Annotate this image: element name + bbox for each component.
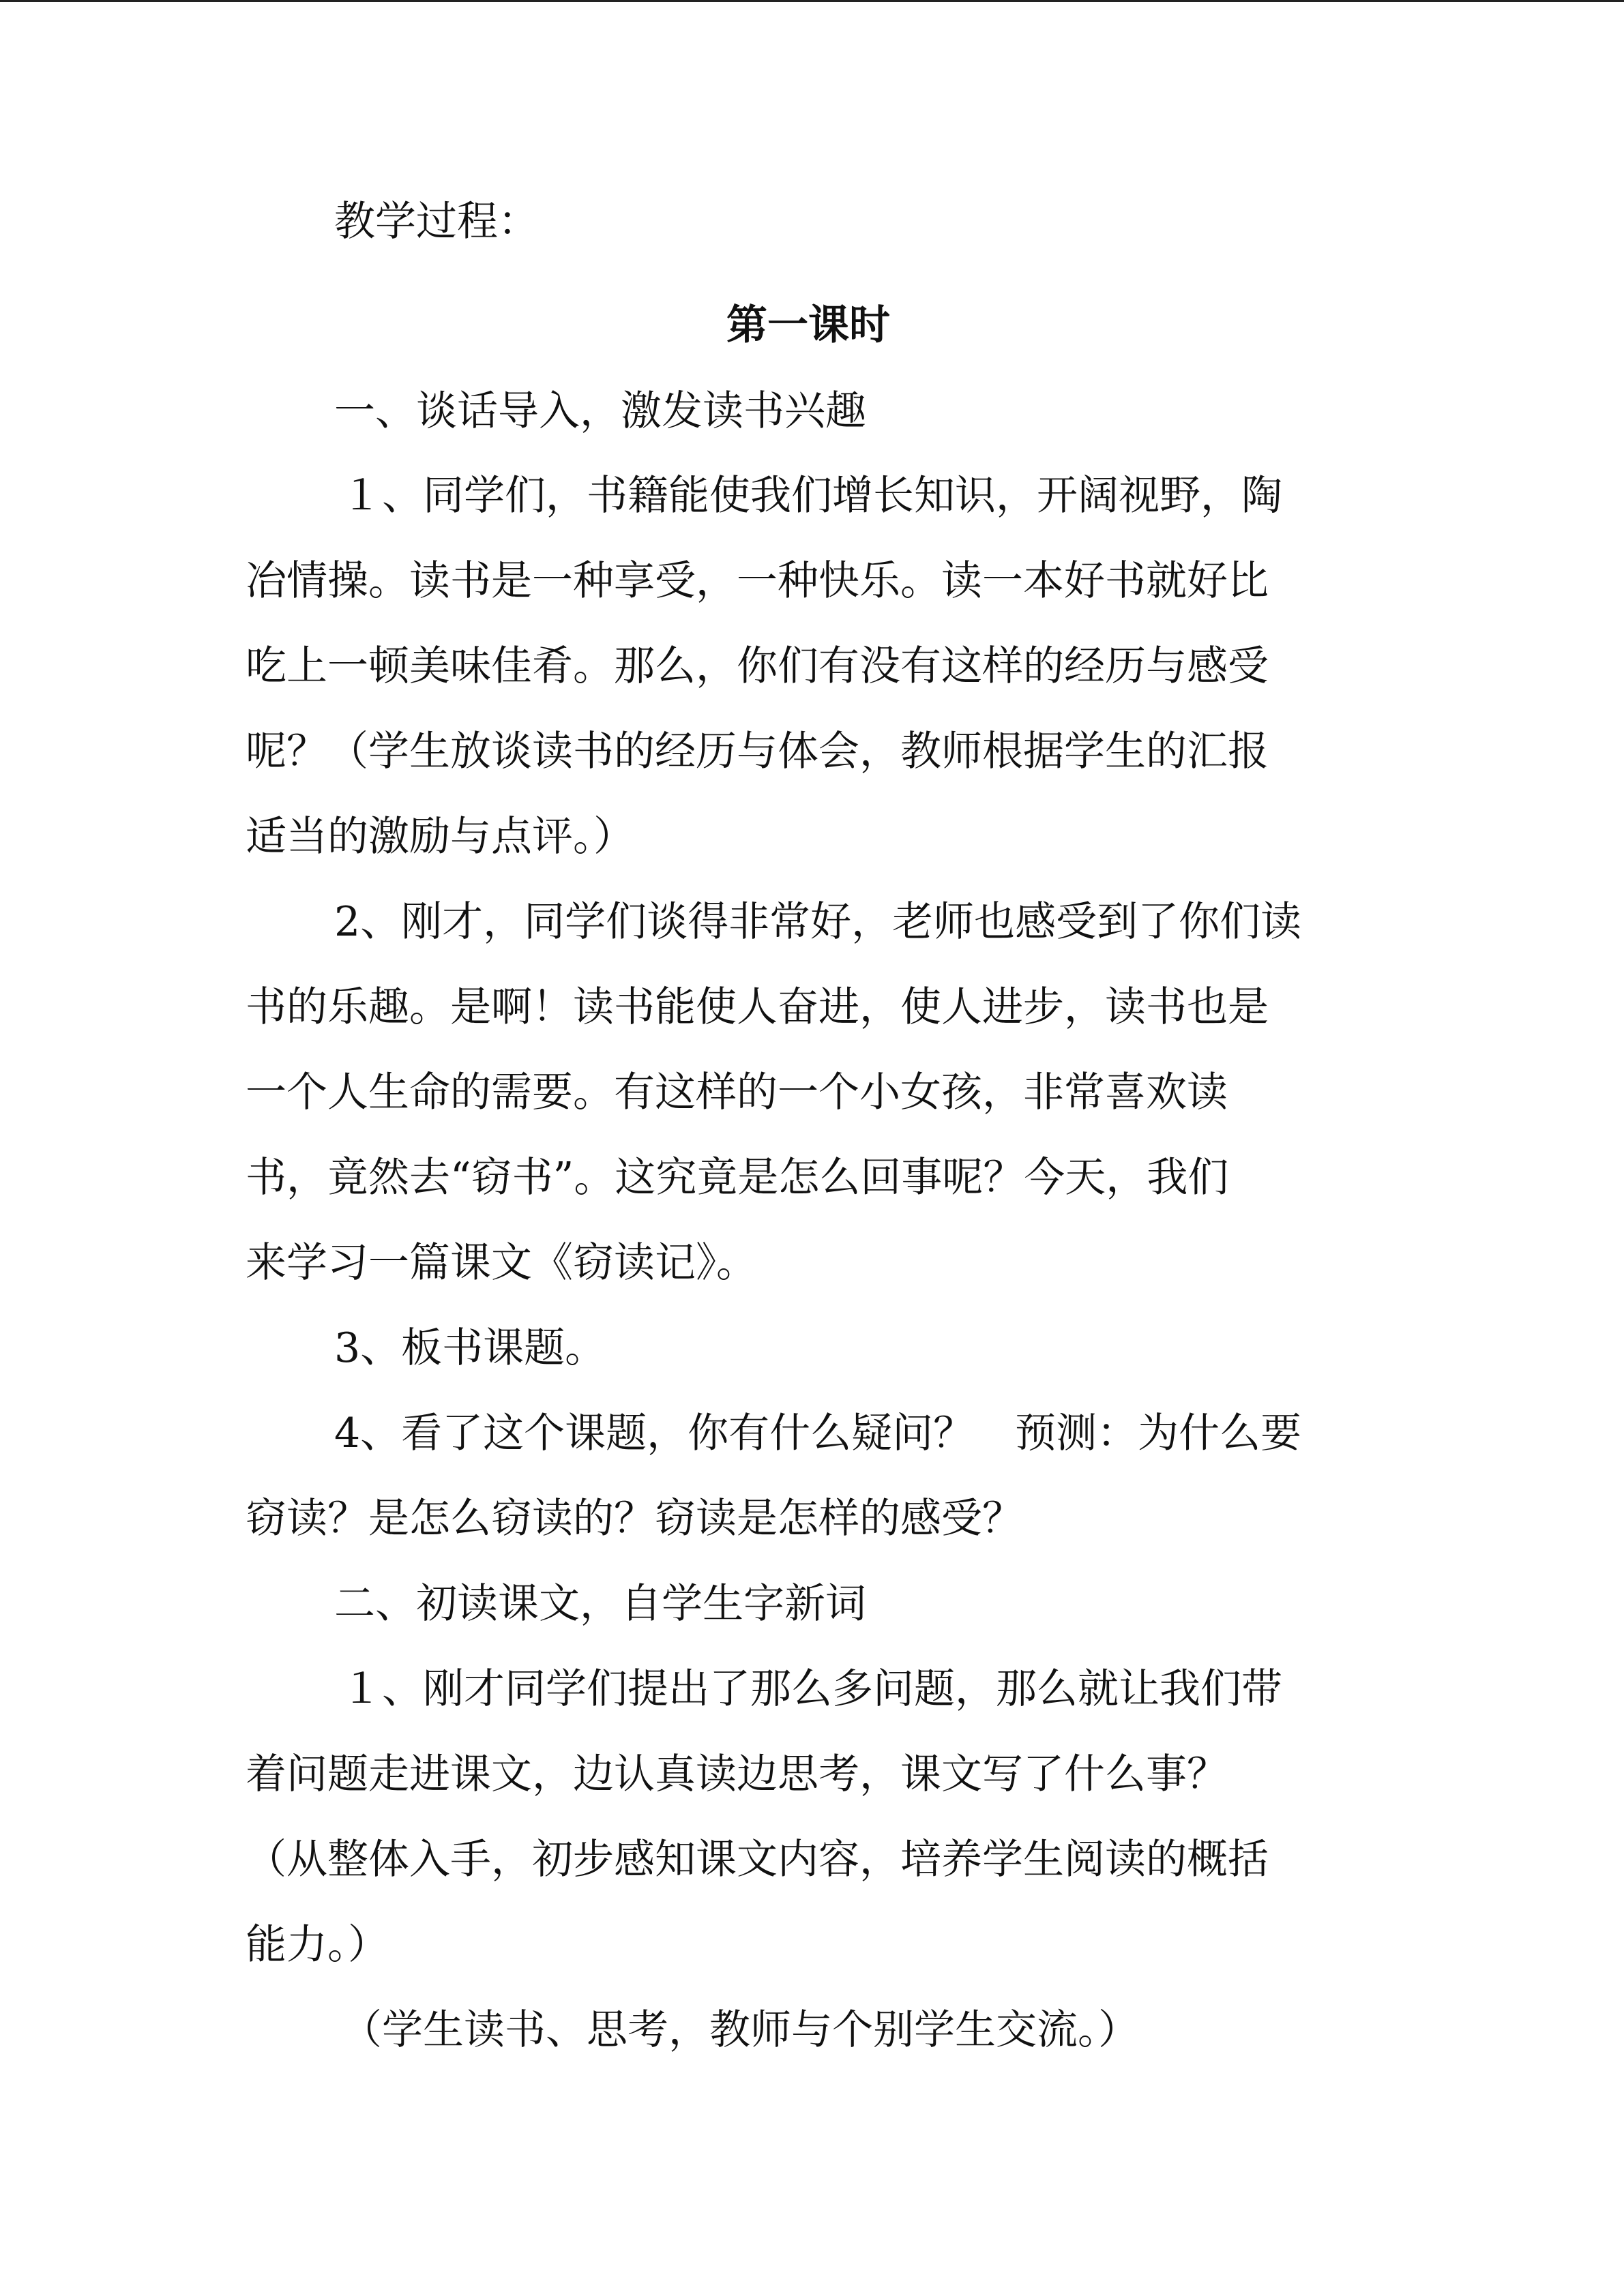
paragraph-line: 呢？（学生放谈读书的经历与体会，教师根据学生的汇报 <box>246 728 1269 775</box>
paragraph-line: 一个人生命的需要。有这样的一个小女孩，非常喜欢读 <box>246 1069 1228 1116</box>
paragraph-line: （从整体入手，初步感知课文内容，培养学生阅读的概括 <box>246 1836 1269 1883</box>
paragraph-line: 书，竟然去“窃书”。这究竟是怎么回事呢？今天，我们 <box>246 1154 1229 1202</box>
paragraph-line: 书的乐趣。是啊！读书能使人奋进，使人进步，读书也是 <box>246 983 1269 1031</box>
paragraph-line: 4、看了这个课题，你有什么疑问？ 预测：为什么要 <box>334 1410 1302 1457</box>
paragraph-line: １、刚才同学们提出了那么多问题，那么就让我们带 <box>341 1665 1282 1713</box>
paragraph-line: 着问题走进课文，边认真读边思考，课文写了什么事？ <box>246 1750 1228 1798</box>
paragraph-line: 适当的激励与点评。） <box>246 813 634 861</box>
section-heading-1: 一、谈话导入，激发读书兴趣 <box>334 387 866 435</box>
section-heading-2: 二、初读课文，自学生字新词 <box>334 1580 866 1628</box>
paragraph-line: 2、刚才，同学们谈得非常好，老师也感受到了你们读 <box>334 898 1302 946</box>
paragraph-line: 窃读？是怎么窃读的？窃读是怎样的感受？ <box>246 1495 1023 1542</box>
paragraph-line: １、同学们，书籍能使我们增长知识，开阔视野，陶 <box>341 472 1282 520</box>
section-label-teaching-process: 教学过程： <box>334 198 539 245</box>
lesson-heading: 第一课时 <box>726 301 890 349</box>
paragraph-line: 能力。） <box>246 1921 389 1969</box>
paragraph-line: 吃上一顿美味佳肴。那么，你们有没有这样的经历与感受 <box>246 642 1269 690</box>
paragraph-line: 来学习一篇课文《窃读记》。 <box>246 1239 757 1287</box>
paragraph-line: （学生读书、思考，教师与个别学生交流。） <box>341 2006 1139 2054</box>
paragraph-line: 3、板书课题。 <box>334 1324 606 1372</box>
top-border-line <box>0 0 1624 2</box>
paragraph-line: 冶情操。读书是一种享受，一种快乐。读一本好书就好比 <box>246 557 1269 605</box>
